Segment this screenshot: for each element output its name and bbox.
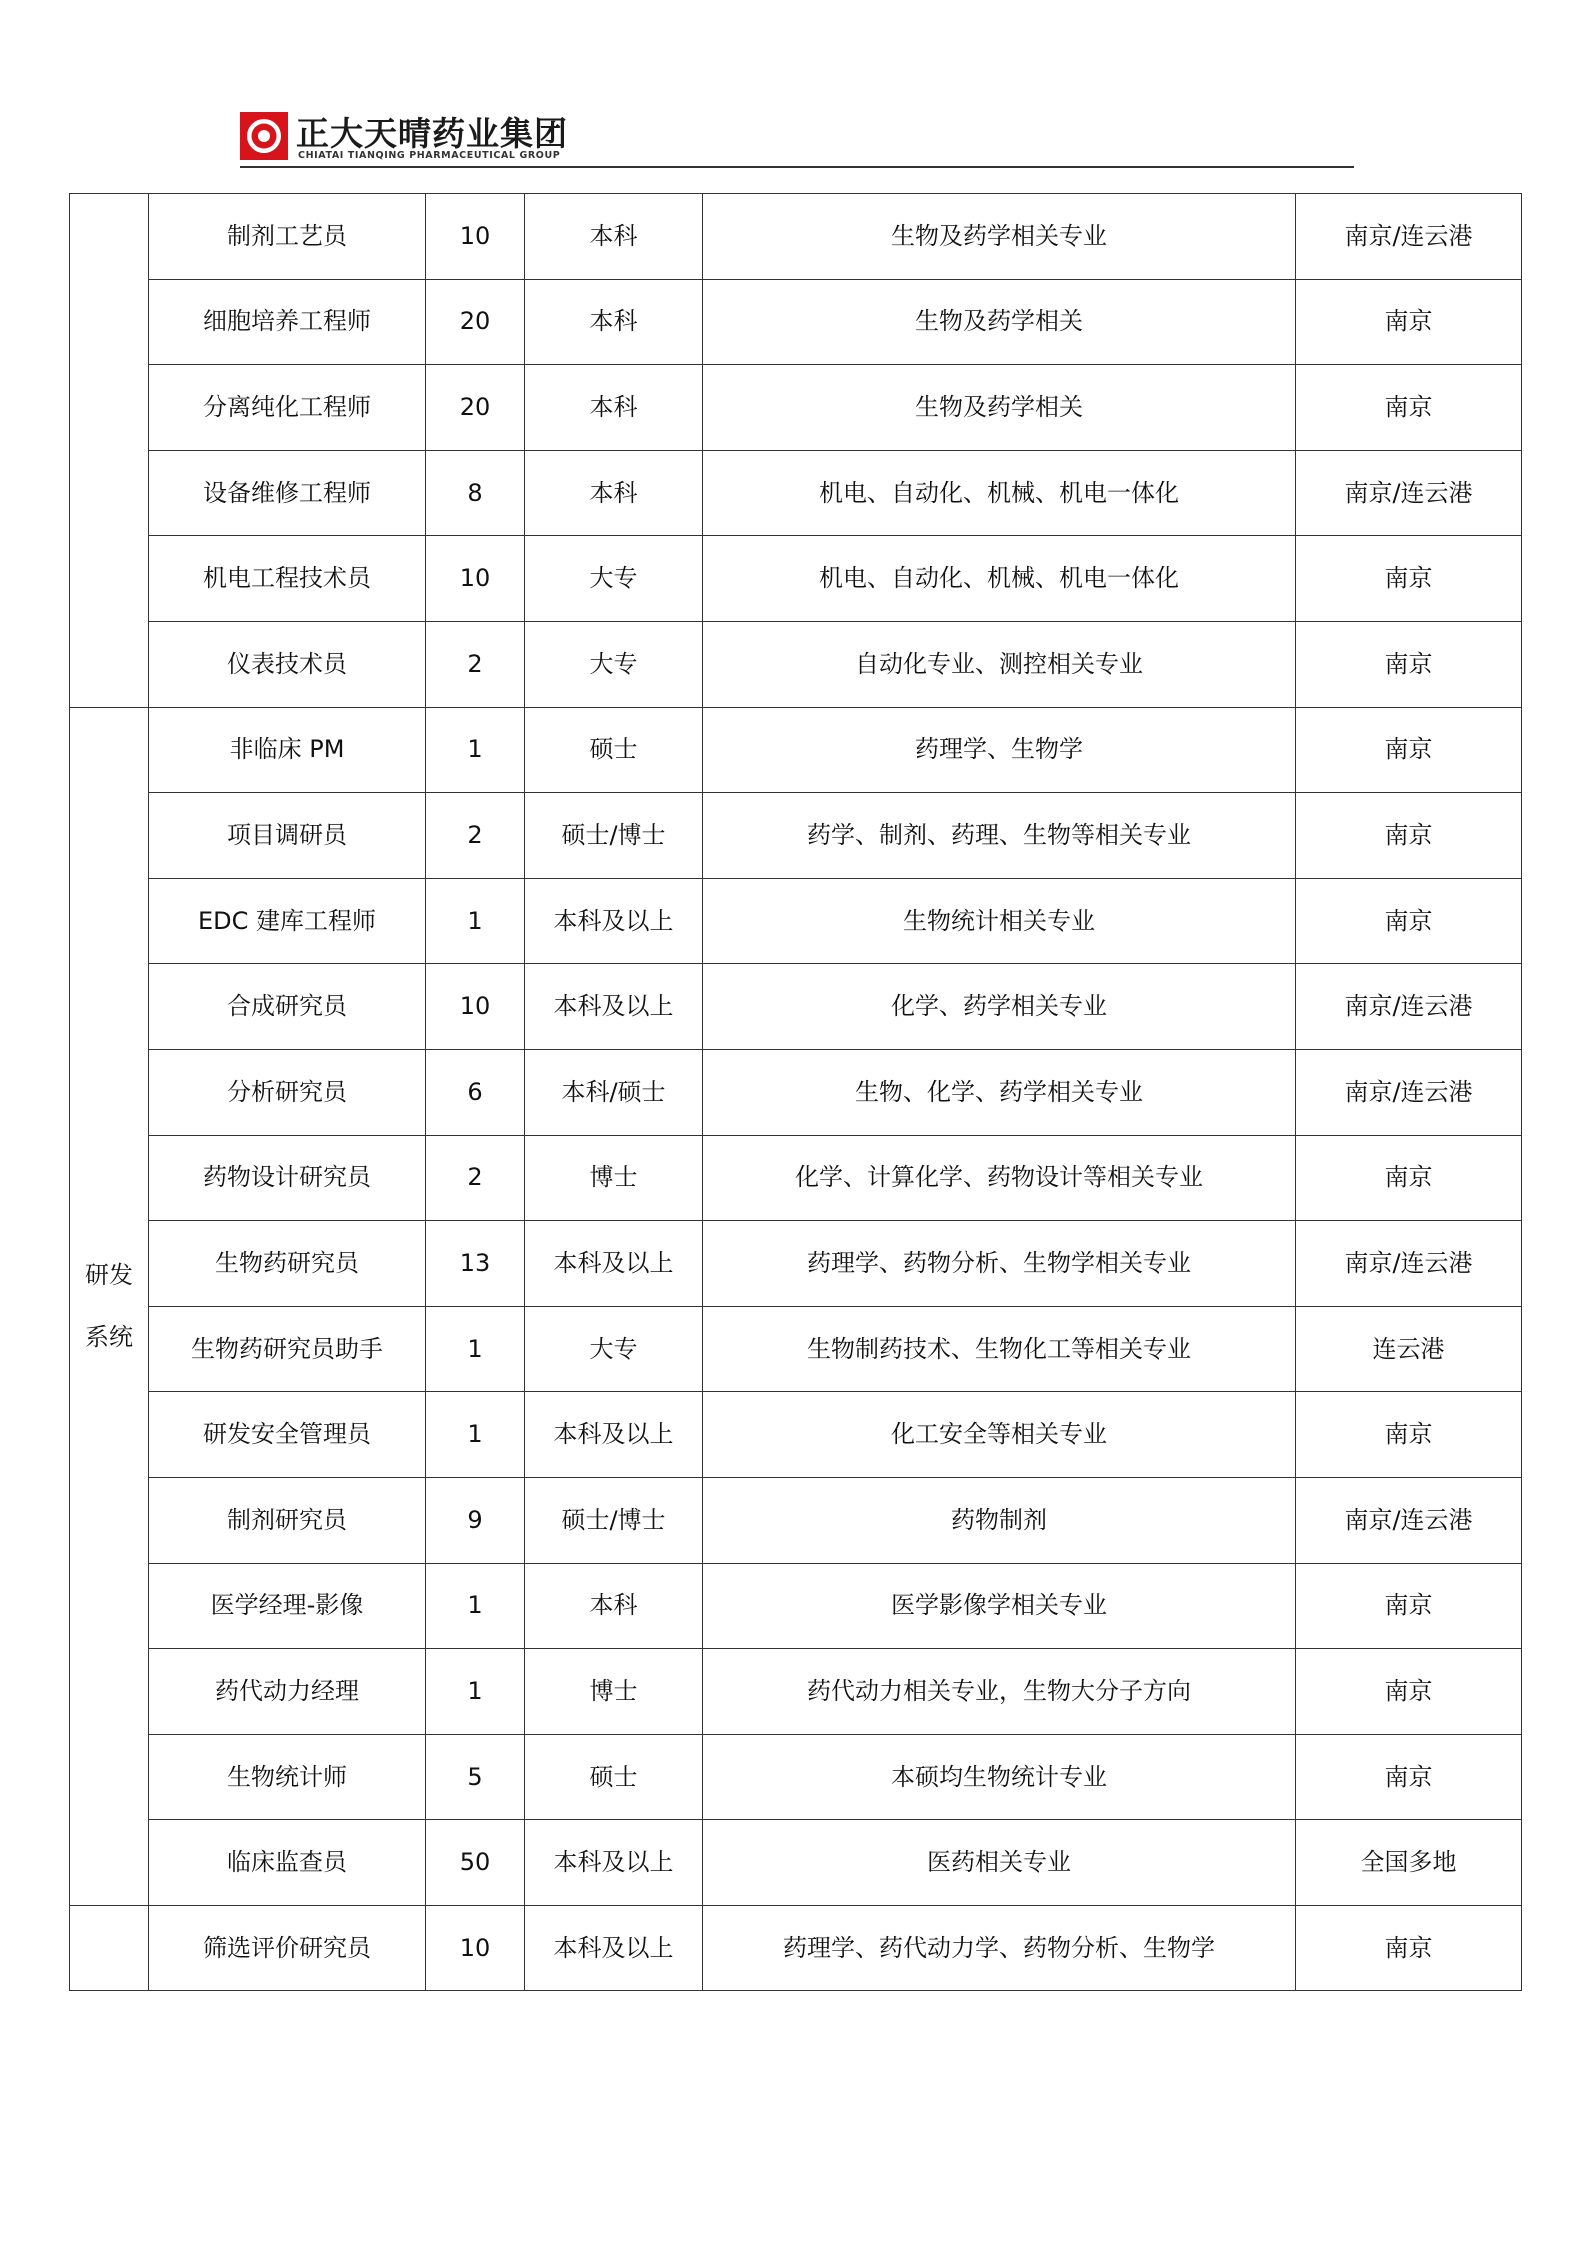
- table-row: [70, 1049, 1522, 1135]
- count-cell: 2: [426, 793, 525, 879]
- position-cell: 筛选评价研究员: [149, 1905, 426, 1991]
- table-row: [70, 536, 1522, 622]
- job-table-body: [70, 194, 1522, 1991]
- education-cell: 本科: [525, 365, 703, 451]
- position-cell: 设备维修工程师: [149, 450, 426, 536]
- table-row: [70, 365, 1522, 451]
- table-row: [70, 279, 1522, 365]
- location-cell: 连云港: [1296, 1306, 1522, 1392]
- education-cell: 硕士/博士: [525, 793, 703, 879]
- location-cell: 南京/连云港: [1296, 194, 1522, 280]
- table-row: [70, 878, 1522, 964]
- department-label: 系统: [85, 1323, 133, 1352]
- major-cell: 医药相关专业: [703, 1820, 1296, 1906]
- major-cell: 生物及药学相关: [703, 365, 1296, 451]
- count-cell: 20: [426, 279, 525, 365]
- count-cell: 2: [426, 1135, 525, 1221]
- major-cell: 药理学、生物学: [703, 707, 1296, 793]
- position-cell: 临床监查员: [149, 1820, 426, 1906]
- major-cell: 自动化专业、测控相关专业: [703, 621, 1296, 707]
- position-cell: 非临床 PM: [149, 707, 426, 793]
- major-cell: 医学影像学相关专业: [703, 1563, 1296, 1649]
- education-cell: 硕士: [525, 707, 703, 793]
- location-cell: 南京/连云港: [1296, 450, 1522, 536]
- location-cell: 南京: [1296, 1135, 1522, 1221]
- major-cell: 生物及药学相关专业: [703, 194, 1296, 280]
- major-cell: 生物制药技术、生物化工等相关专业: [703, 1306, 1296, 1392]
- count-cell: 9: [426, 1477, 525, 1563]
- location-cell: 南京: [1296, 1905, 1522, 1991]
- position-cell: 生物统计师: [149, 1734, 426, 1820]
- position-cell: 制剂研究员: [149, 1477, 426, 1563]
- count-cell: 1: [426, 878, 525, 964]
- education-cell: 本科: [525, 450, 703, 536]
- count-cell: 1: [426, 1649, 525, 1735]
- position-cell: 细胞培养工程师: [149, 279, 426, 365]
- table-row: [70, 1221, 1522, 1307]
- education-cell: 本科: [525, 279, 703, 365]
- count-cell: 10: [426, 964, 525, 1050]
- major-cell: 生物统计相关专业: [703, 878, 1296, 964]
- count-cell: 10: [426, 536, 525, 622]
- position-cell: 制剂工艺员: [149, 194, 426, 280]
- location-cell: 南京: [1296, 793, 1522, 879]
- table-row: [70, 1649, 1522, 1735]
- education-cell: 本科及以上: [525, 1392, 703, 1478]
- count-cell: 13: [426, 1221, 525, 1307]
- location-cell: 全国多地: [1296, 1820, 1522, 1906]
- location-cell: 南京: [1296, 365, 1522, 451]
- education-cell: 博士: [525, 1649, 703, 1735]
- education-cell: 本科及以上: [525, 964, 703, 1050]
- education-cell: 本科及以上: [525, 878, 703, 964]
- position-cell: EDC 建库工程师: [149, 878, 426, 964]
- count-cell: 50: [426, 1820, 525, 1906]
- table-row: [70, 1734, 1522, 1820]
- location-cell: 南京: [1296, 1649, 1522, 1735]
- table-row: [70, 707, 1522, 793]
- position-cell: 药物设计研究员: [149, 1135, 426, 1221]
- major-cell: 本硕均生物统计专业: [703, 1734, 1296, 1820]
- position-cell: 医学经理-影像: [149, 1563, 426, 1649]
- location-cell: 南京/连云港: [1296, 1221, 1522, 1307]
- table-row: [70, 1820, 1522, 1906]
- table-row: [70, 450, 1522, 536]
- page-header: [240, 108, 1354, 168]
- education-cell: 大专: [525, 1306, 703, 1392]
- count-cell: 1: [426, 1392, 525, 1478]
- education-cell: 大专: [525, 621, 703, 707]
- table-row: [70, 1905, 1522, 1991]
- major-cell: 药代动力相关专业，生物大分子方向: [703, 1649, 1296, 1735]
- position-cell: 分析研究员: [149, 1049, 426, 1135]
- education-cell: 本科及以上: [525, 1905, 703, 1991]
- company-name-cn: 正大天晴药业集团: [296, 114, 568, 153]
- location-cell: 南京: [1296, 1563, 1522, 1649]
- table-row: [70, 1135, 1522, 1221]
- major-cell: 药学、制剂、药理、生物等相关专业: [703, 793, 1296, 879]
- table-row: [70, 1392, 1522, 1478]
- position-cell: 机电工程技术员: [149, 536, 426, 622]
- location-cell: 南京: [1296, 279, 1522, 365]
- major-cell: 生物及药学相关: [703, 279, 1296, 365]
- count-cell: 10: [426, 194, 525, 280]
- location-cell: 南京: [1296, 1734, 1522, 1820]
- table-row: [70, 793, 1522, 879]
- education-cell: 本科及以上: [525, 1221, 703, 1307]
- education-cell: 博士: [525, 1135, 703, 1221]
- position-cell: 生物药研究员助手: [149, 1306, 426, 1392]
- count-cell: 10: [426, 1905, 525, 1991]
- count-cell: 1: [426, 707, 525, 793]
- location-cell: 南京/连云港: [1296, 964, 1522, 1050]
- education-cell: 本科及以上: [525, 1820, 703, 1906]
- location-cell: 南京: [1296, 536, 1522, 622]
- job-table: [69, 193, 1522, 1991]
- count-cell: 1: [426, 1306, 525, 1392]
- position-cell: 项目调研员: [149, 793, 426, 879]
- company-name-en: CHIATAI TIANQING PHARMACEUTICAL GROUP: [298, 150, 561, 161]
- count-cell: 8: [426, 450, 525, 536]
- major-cell: 药理学、药代动力学、药物分析、生物学: [703, 1905, 1296, 1991]
- company-logo-icon: [240, 112, 288, 160]
- table-row: [70, 1306, 1522, 1392]
- major-cell: 机电、自动化、机械、机电一体化: [703, 536, 1296, 622]
- major-cell: 化学、计算化学、药物设计等相关专业: [703, 1135, 1296, 1221]
- major-cell: 机电、自动化、机械、机电一体化: [703, 450, 1296, 536]
- location-cell: 南京: [1296, 1392, 1522, 1478]
- count-cell: 1: [426, 1563, 525, 1649]
- location-cell: 南京/连云港: [1296, 1477, 1522, 1563]
- position-cell: 仪表技术员: [149, 621, 426, 707]
- major-cell: 生物、化学、药学相关专业: [703, 1049, 1296, 1135]
- position-cell: 生物药研究员: [149, 1221, 426, 1307]
- education-cell: 本科/硕士: [525, 1049, 703, 1135]
- count-cell: 6: [426, 1049, 525, 1135]
- table-row: [70, 194, 1522, 280]
- count-cell: 20: [426, 365, 525, 451]
- table-row: [70, 1563, 1522, 1649]
- table-row: [70, 1477, 1522, 1563]
- position-cell: 合成研究员: [149, 964, 426, 1050]
- count-cell: 5: [426, 1734, 525, 1820]
- table-row: [70, 621, 1522, 707]
- location-cell: 南京: [1296, 621, 1522, 707]
- major-cell: 化工安全等相关专业: [703, 1392, 1296, 1478]
- education-cell: 硕士: [525, 1734, 703, 1820]
- location-cell: 南京: [1296, 707, 1522, 793]
- header-divider: [240, 166, 1354, 168]
- department-label: 研发: [85, 1260, 133, 1289]
- major-cell: 化学、药学相关专业: [703, 964, 1296, 1050]
- count-cell: 2: [426, 621, 525, 707]
- department-cell: [70, 707, 149, 1905]
- department-cell: [70, 1905, 149, 1991]
- position-cell: 研发安全管理员: [149, 1392, 426, 1478]
- location-cell: 南京: [1296, 878, 1522, 964]
- position-cell: 分离纯化工程师: [149, 365, 426, 451]
- table-row: [70, 964, 1522, 1050]
- education-cell: 硕士/博士: [525, 1477, 703, 1563]
- education-cell: 本科: [525, 194, 703, 280]
- department-cell: [70, 194, 149, 708]
- education-cell: 大专: [525, 536, 703, 622]
- position-cell: 药代动力经理: [149, 1649, 426, 1735]
- education-cell: 本科: [525, 1563, 703, 1649]
- location-cell: 南京/连云港: [1296, 1049, 1522, 1135]
- major-cell: 药物制剂: [703, 1477, 1296, 1563]
- major-cell: 药理学、药物分析、生物学相关专业: [703, 1221, 1296, 1307]
